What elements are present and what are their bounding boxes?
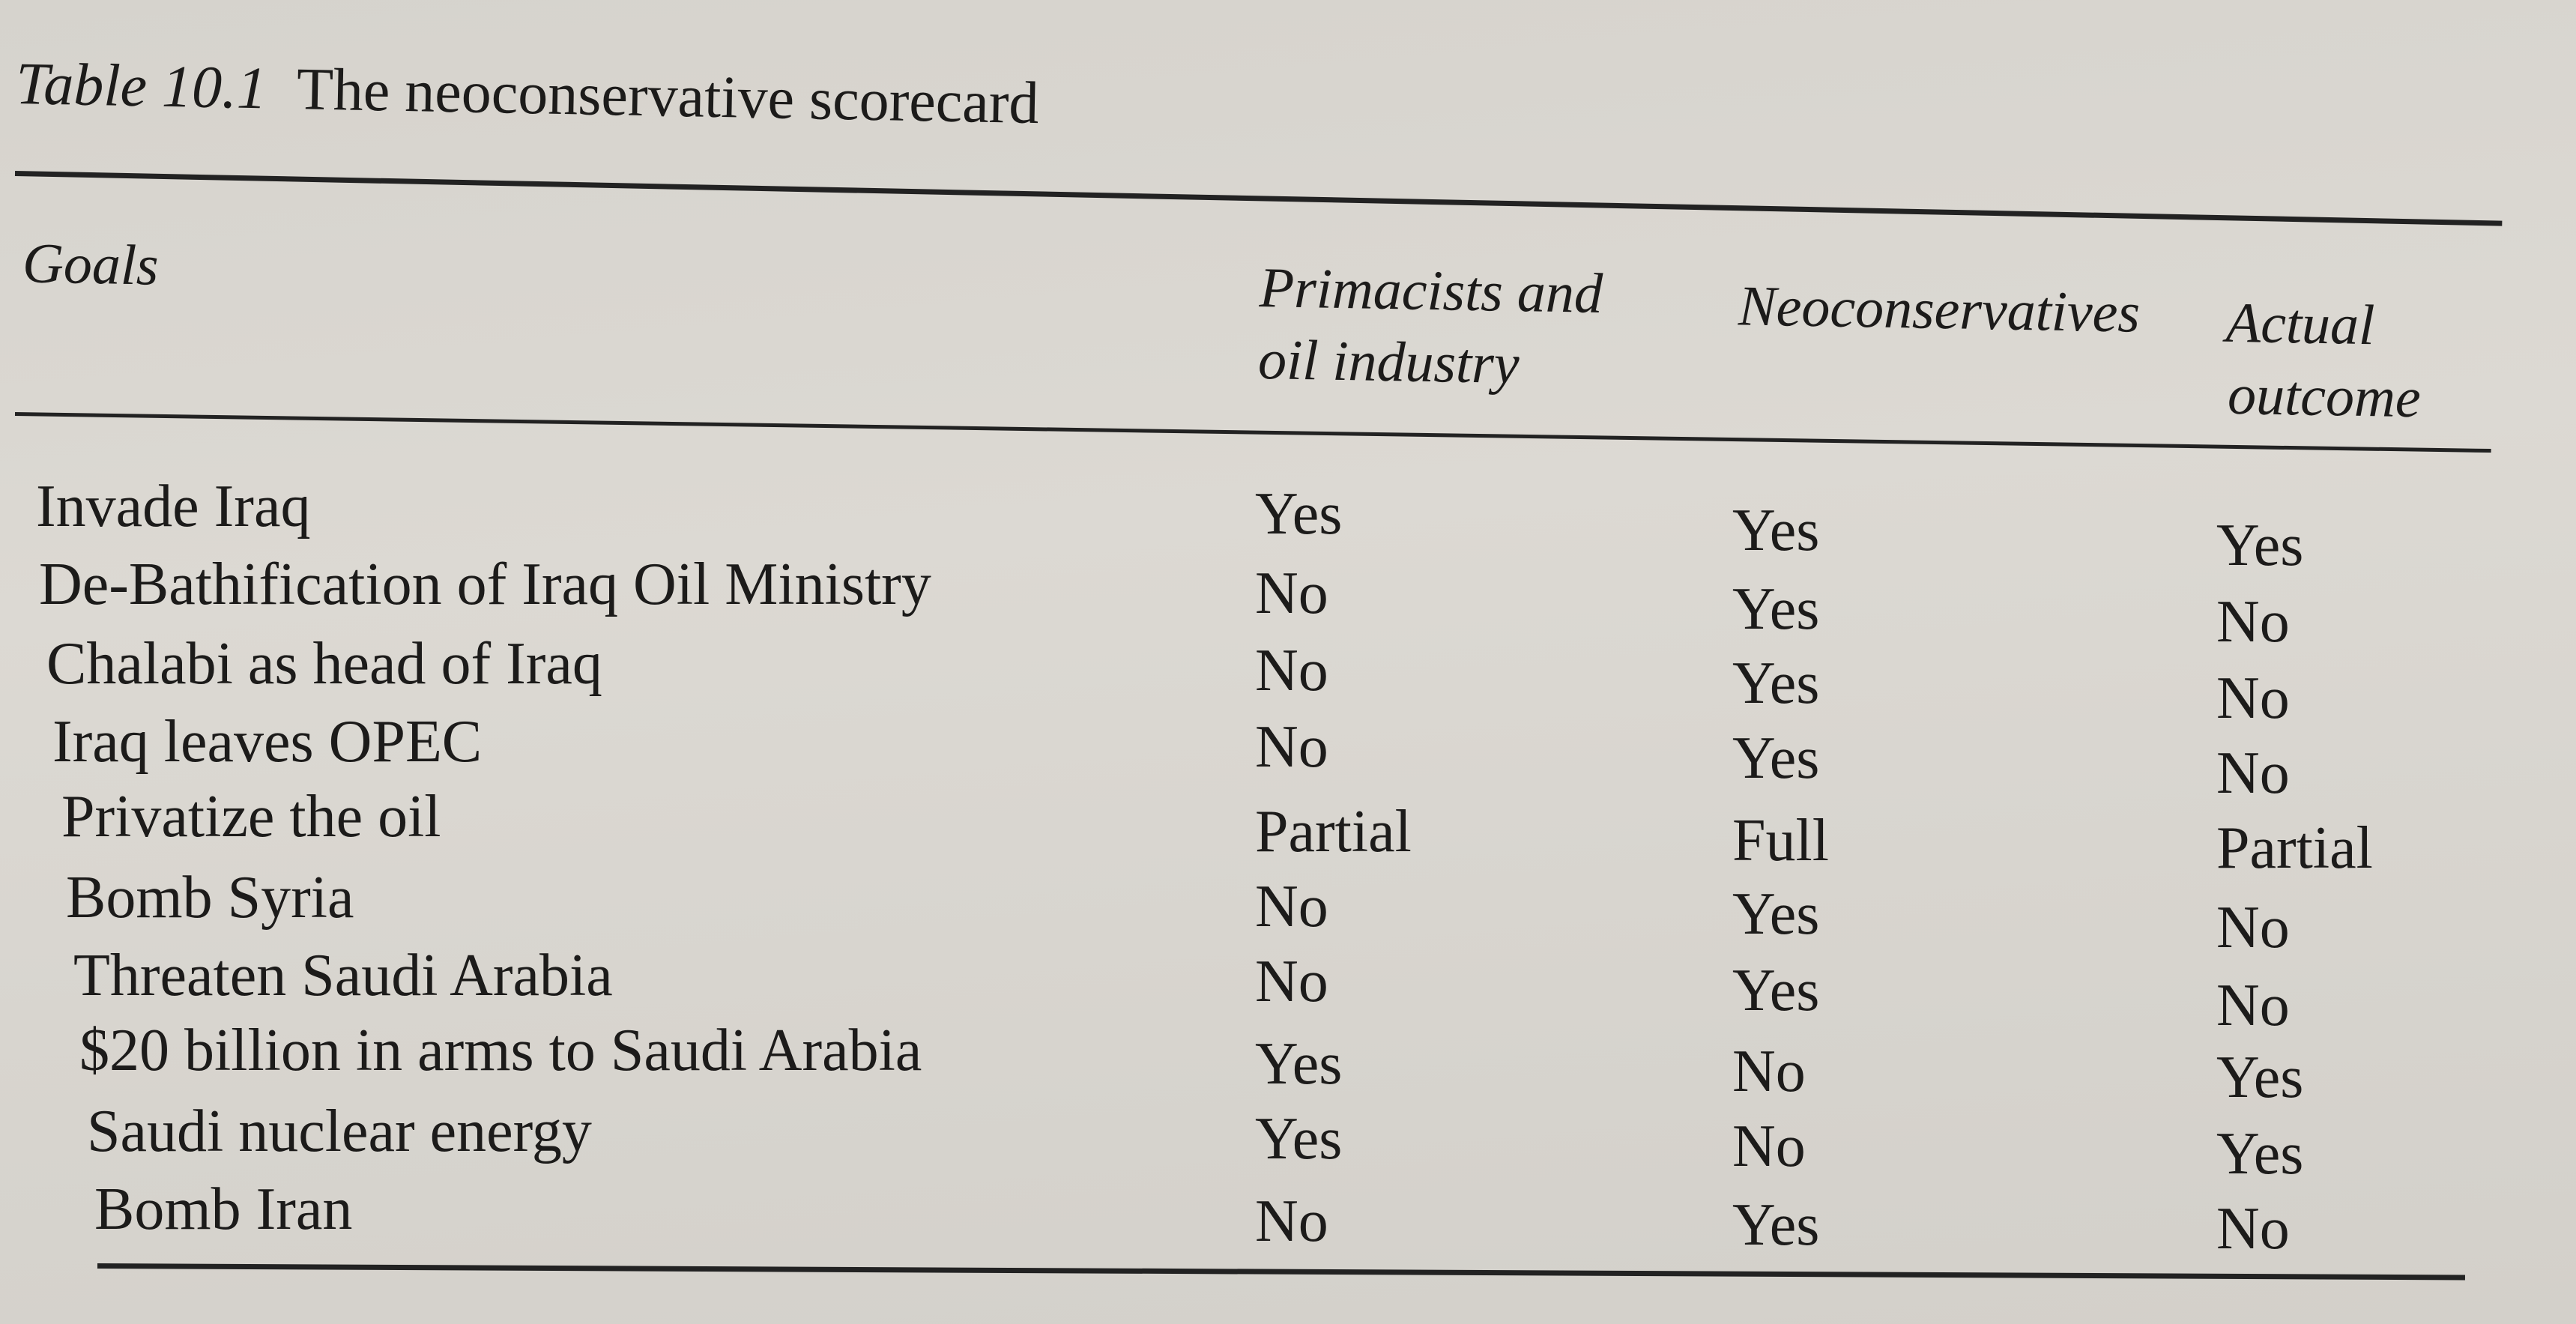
- goal-cell: Privatize the oil: [61, 784, 441, 850]
- actual-cell: No: [2216, 589, 2290, 655]
- goal-cell: Threaten Saudi Arabia: [73, 943, 613, 1009]
- neoconservatives-cell: Yes: [1732, 498, 1820, 563]
- goal-cell: Bomb Iran: [94, 1176, 353, 1242]
- goal-cell: Bomb Syria: [66, 865, 354, 931]
- actual-cell: No: [2216, 740, 2290, 806]
- actual-cell: No: [2216, 973, 2290, 1039]
- goal-cell: Chalabi as head of Iraq: [46, 631, 602, 697]
- goal-cell: Saudi nuclear energy: [87, 1098, 592, 1164]
- actual-cell: No: [2216, 665, 2290, 731]
- primacists-cell: No: [1255, 949, 1328, 1015]
- header-actual-line2: outcome: [2227, 363, 2422, 430]
- primacists-cell: No: [1255, 714, 1328, 780]
- primacists-cell: Yes: [1255, 1106, 1343, 1172]
- neoconservatives-cell: Yes: [1732, 958, 1820, 1024]
- goal-cell: $20 billion in arms to Saudi Arabia: [79, 1018, 922, 1083]
- neoconservatives-cell: Yes: [1732, 576, 1820, 642]
- neoconservatives-cell: No: [1732, 1039, 1806, 1104]
- neoconservatives-cell: Full: [1732, 808, 1829, 874]
- primacists-cell: No: [1255, 638, 1328, 704]
- primacists-cell: No: [1255, 560, 1328, 626]
- actual-cell: Yes: [2216, 513, 2304, 578]
- header-primacists-line2: oil industry: [1257, 328, 1520, 396]
- actual-cell: Yes: [2216, 1045, 2304, 1110]
- header-primacists-line1: Primacists and: [1259, 256, 1603, 325]
- actual-cell: No: [2216, 1196, 2290, 1262]
- primacists-cell: No: [1255, 1188, 1328, 1254]
- header-goals: Goals: [22, 232, 160, 297]
- actual-cell: Yes: [2216, 1121, 2304, 1187]
- primacists-cell: Yes: [1255, 481, 1343, 547]
- neoconservatives-cell: Yes: [1732, 725, 1820, 791]
- primacists-cell: No: [1255, 874, 1328, 940]
- neoconservatives-cell: Yes: [1732, 1192, 1820, 1258]
- table-label: Table 10.1: [15, 51, 267, 122]
- actual-cell: Partial: [2216, 815, 2373, 881]
- primacists-cell: Yes: [1255, 1031, 1343, 1097]
- neoconservatives-cell: Yes: [1732, 650, 1820, 716]
- actual-cell: No: [2216, 895, 2290, 961]
- primacists-cell: Partial: [1255, 799, 1412, 865]
- neoconservatives-cell: No: [1732, 1113, 1806, 1179]
- goal-cell: De-Bathification of Iraq Oil Ministry: [39, 551, 931, 617]
- header-neoconservatives: Neoconservatives: [1738, 274, 2141, 345]
- table-title: The neoconservative scorecard: [296, 56, 1040, 137]
- neoconservatives-cell: Yes: [1732, 881, 1820, 947]
- header-actual-line1: Actual: [2225, 291, 2375, 357]
- goal-cell: Iraq leaves OPEC: [52, 709, 483, 775]
- goal-cell: Invade Iraq: [36, 474, 311, 539]
